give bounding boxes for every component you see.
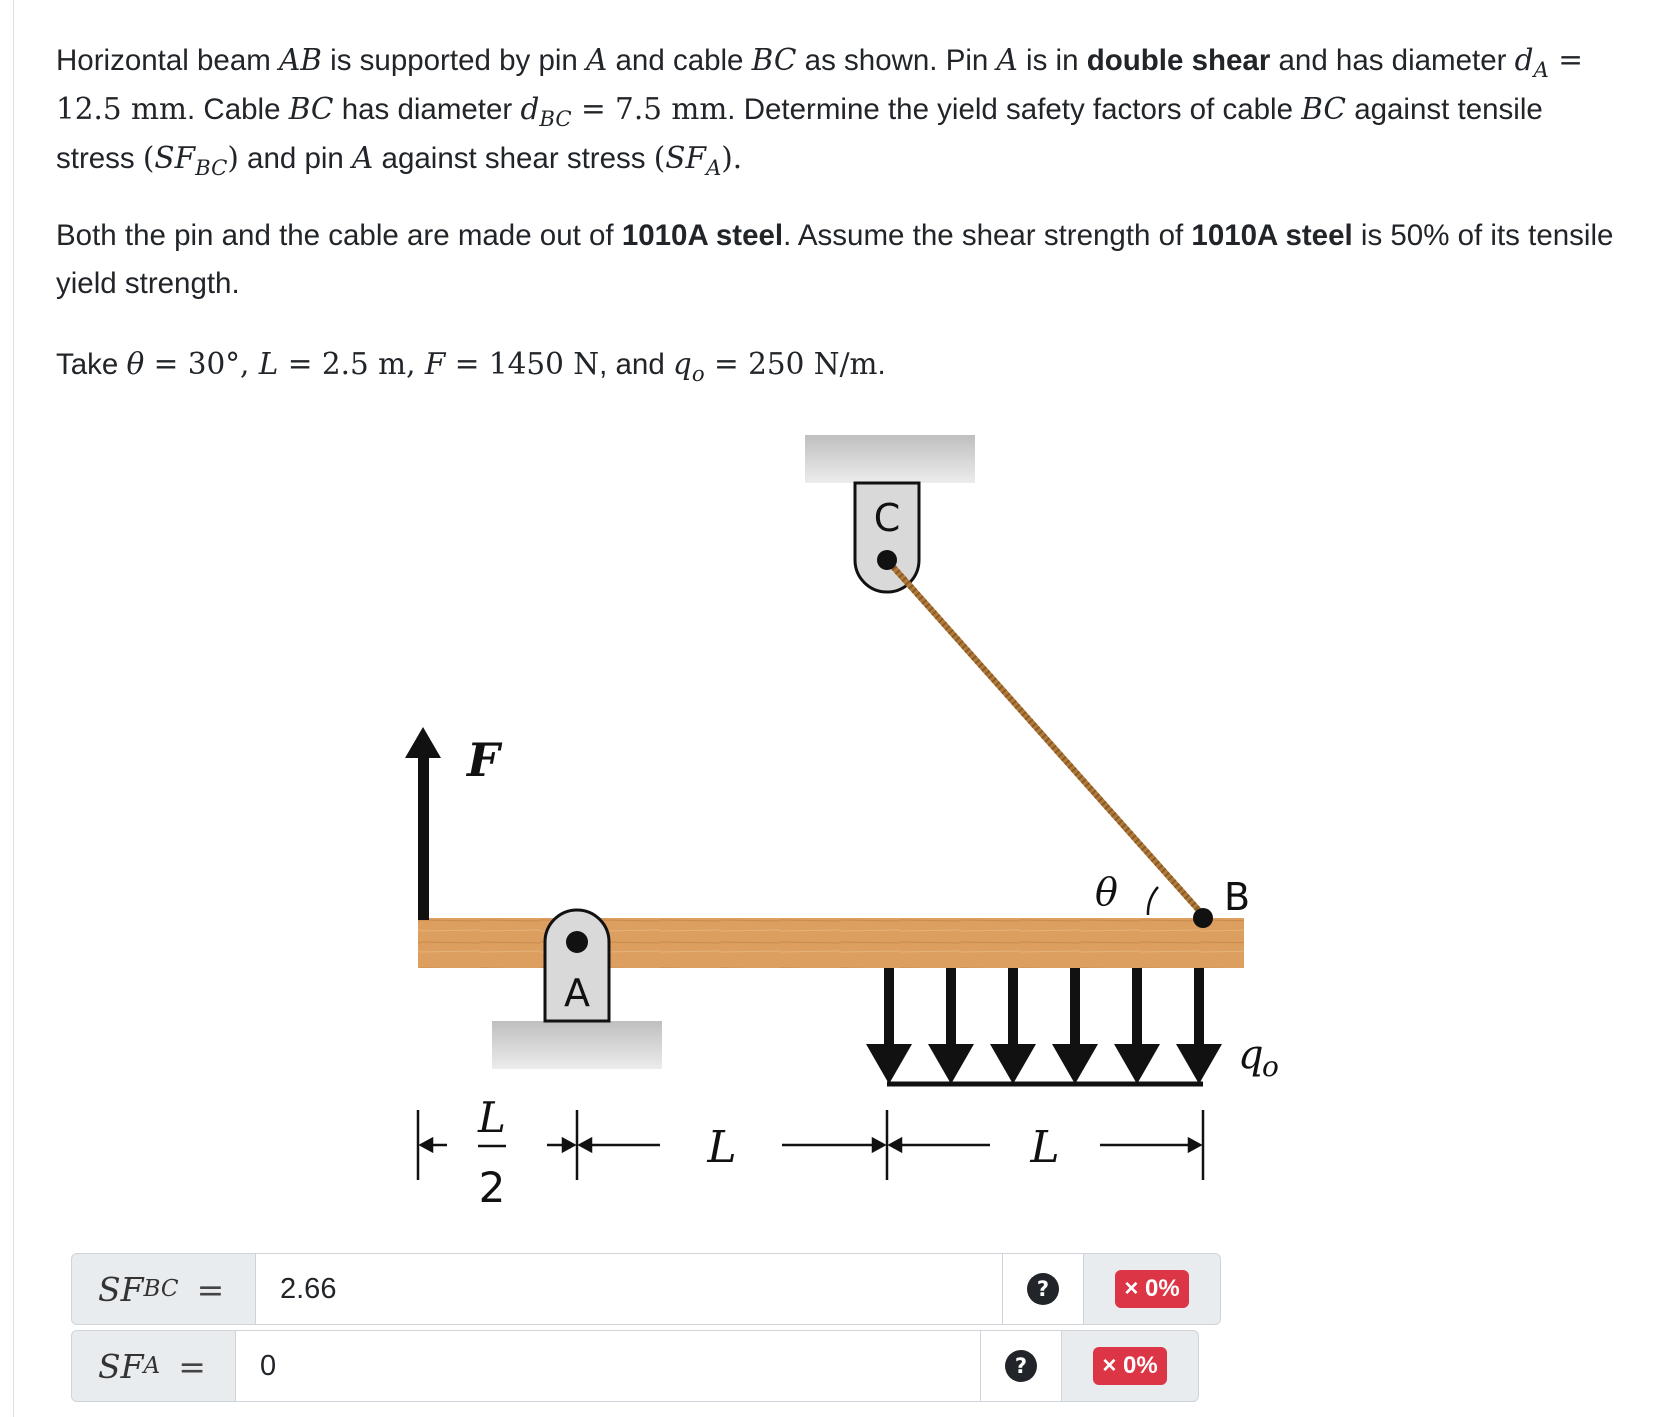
math-subscript: BC	[539, 106, 572, 132]
label-q: q	[1238, 1032, 1264, 1078]
label-equals: =	[196, 1269, 225, 1309]
force-f-arrowhead	[405, 727, 441, 758]
answer-label-sfa: SF A =	[71, 1330, 235, 1402]
math-sf-symbol: SF	[665, 141, 706, 175]
pin-b	[1193, 908, 1213, 928]
score-box	[1062, 1330, 1199, 1402]
text-run: against tensile stress	[56, 93, 1543, 175]
math-d-symbol: d	[520, 92, 540, 126]
math-q: q	[672, 347, 692, 381]
score-badge: × 0%	[1115, 1270, 1188, 1308]
math-q-value: = 250 N/m	[704, 347, 878, 381]
math-subscript: o	[691, 361, 705, 387]
dim-half-denominator: 2	[478, 1163, 506, 1212]
math-theta-value: = 30°,	[144, 347, 259, 381]
math-subscript: A	[1533, 57, 1549, 83]
math-l: L	[258, 347, 279, 381]
math-pin-a: A	[586, 43, 608, 77]
ground-support	[492, 1021, 662, 1069]
text-run: Both the pin and the cable are made out of	[56, 219, 622, 252]
text-run: is in	[1017, 44, 1087, 77]
math-subscript: A	[705, 155, 722, 181]
math-cable-bc: BC	[288, 92, 334, 126]
label-a: A	[564, 971, 590, 1015]
answer-row-sfbc	[71, 1253, 1221, 1325]
text-run: .	[877, 348, 886, 381]
text-run: . Cable	[187, 93, 289, 126]
text-run: is supported by pin	[321, 44, 587, 77]
math-paren: ).	[721, 141, 743, 175]
theta-arc	[1148, 887, 1158, 915]
text-run: has diameter	[333, 93, 521, 126]
sfbc-input[interactable]	[255, 1253, 1003, 1325]
math-paren: (	[142, 141, 155, 175]
label-symbol: SF	[98, 1346, 144, 1386]
text-run: , and	[599, 348, 673, 381]
dim-half-numerator: L	[478, 1093, 506, 1142]
label-q-subscript: o	[1262, 1050, 1279, 1083]
math-cable-bc: BC	[1301, 92, 1346, 126]
bold-double-shear: double shear	[1086, 44, 1271, 77]
force-f-shaft	[418, 752, 429, 920]
math-f-value: = 1450 N	[445, 347, 600, 381]
text-run: . Determine the yield safety factors of cable	[727, 93, 1302, 126]
math-pin-a: A	[996, 43, 1018, 77]
text-run: as shown. Pin	[796, 44, 997, 77]
label-c: C	[873, 496, 901, 540]
text-run: Take	[56, 348, 127, 381]
text-run: against shear stress	[373, 142, 654, 175]
math-pin-a: A	[352, 141, 374, 175]
math-theta: θ	[126, 347, 145, 381]
label-equals: =	[178, 1346, 206, 1386]
text-run: and pin	[238, 142, 353, 175]
math-dbc-value: = 7.5 mm	[571, 92, 728, 126]
beam-ab	[418, 918, 1244, 968]
text-run: and cable	[607, 44, 752, 77]
bold-material: 1010A steel	[1191, 219, 1353, 252]
dim-l-label: L	[1030, 1122, 1060, 1173]
help-button[interactable]	[981, 1330, 1062, 1402]
score-badge: × 0%	[1093, 1347, 1166, 1385]
math-l-value: = 2.5 m,	[278, 347, 425, 381]
text-run: . Assume the shear strength of	[783, 219, 1192, 252]
label-f: F	[467, 733, 500, 787]
math-cable-bc: BC	[751, 43, 797, 77]
bold-material: 1010A steel	[621, 219, 784, 252]
answer-label-sfbc: SF BC =	[71, 1253, 255, 1325]
pin-a	[566, 931, 588, 953]
text-run: Horizontal beam	[56, 44, 279, 77]
math-da-value: = 12.5 mm	[56, 43, 1583, 126]
ceiling-support	[805, 435, 975, 483]
math-sf-symbol: SF	[154, 141, 196, 175]
label-b: B	[1224, 875, 1251, 919]
question-circle-icon[interactable]: ?	[1027, 1273, 1059, 1305]
math-d-symbol: d	[1514, 43, 1534, 77]
math-subscript: BC	[195, 155, 228, 181]
score-box	[1084, 1253, 1221, 1325]
text-run: is 50% of its tensile yield strength.	[56, 219, 1614, 300]
sfa-input[interactable]	[235, 1330, 981, 1402]
dim-l-label: L	[707, 1122, 737, 1173]
question-circle-icon[interactable]: ?	[1005, 1350, 1037, 1382]
math-f: F	[424, 347, 446, 381]
math-paren: (	[653, 141, 666, 175]
pin-c	[877, 550, 897, 570]
distributed-load-arrows	[866, 968, 1222, 1084]
math-beam-ab: AB	[279, 43, 322, 77]
math-paren: )	[227, 141, 239, 175]
label-symbol: SF	[98, 1269, 144, 1309]
label-theta: θ	[1095, 870, 1118, 914]
help-button[interactable]	[1003, 1253, 1084, 1325]
text-run: and has diameter	[1270, 44, 1515, 77]
answer-row-sfa	[71, 1330, 1199, 1402]
dimension-lines	[418, 1110, 1203, 1180]
